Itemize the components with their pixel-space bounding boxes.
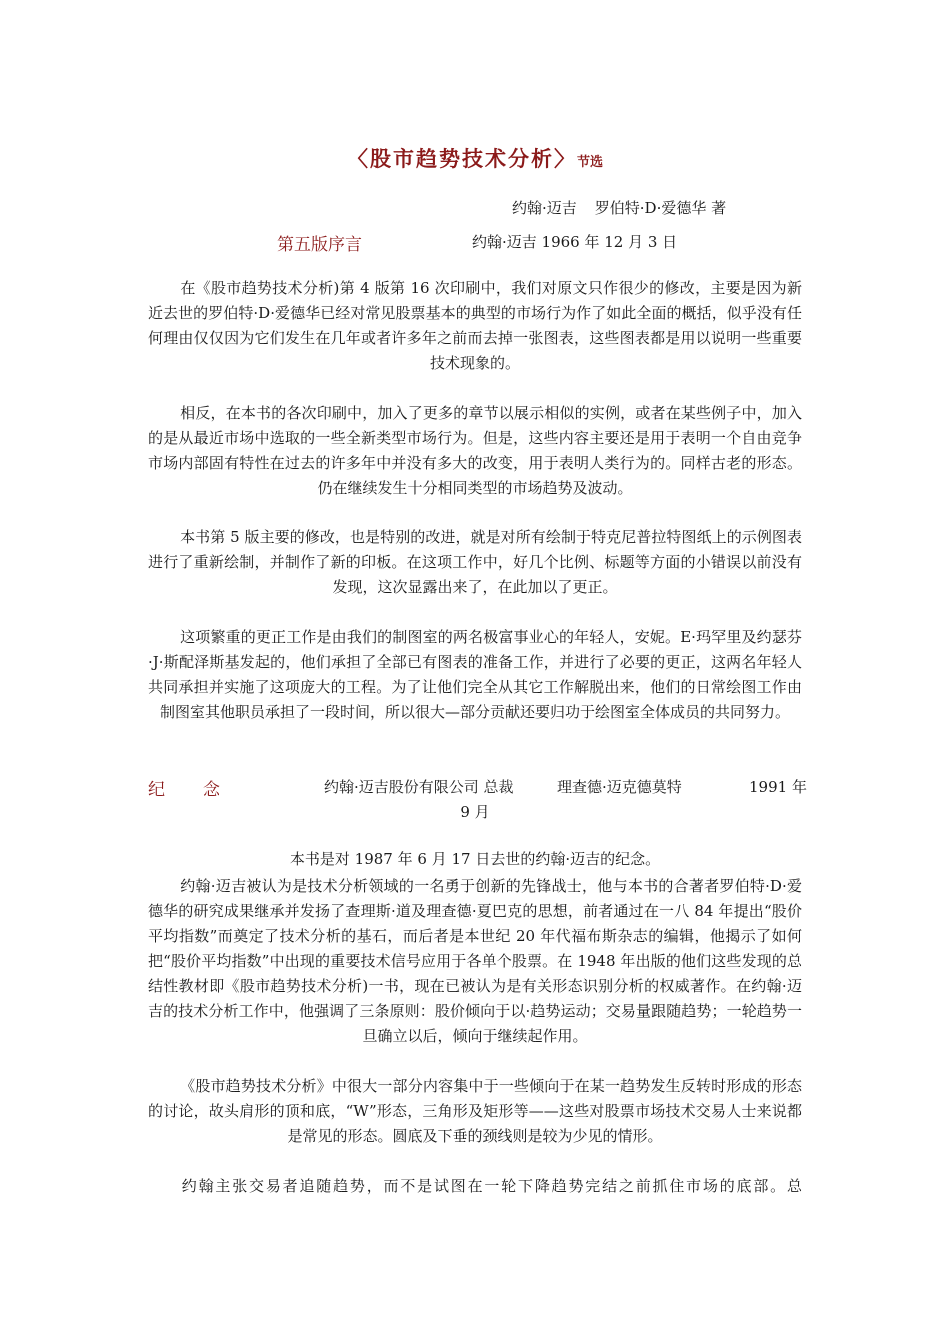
memorial-paragraph-3-text: 约翰主张交易者追随趋势，而不是试图在一轮下降趋势完结之前抓住市场的底部。总 — [180, 1177, 802, 1195]
memorial-paragraph-3 — [148, 1174, 802, 1199]
memorial-paragraph-2-text: 《股市趋势技术分析》中很大一部分内容集中于一些倾向于在某一趋势发生反转时形成的形态的讨论，故头肩形的顶和底，“W”形态，三角形及矩形等——这些对股票市场技术交易人士来说都是常见的形态。圆底及下垂的颈线则是较为少见的情形。 — [148, 1077, 802, 1145]
memorial-heading-row — [0, 776, 950, 800]
author-2: 罗伯特·D·爱德华 著 — [594, 199, 727, 217]
memorial-paragraph-1-text: 约翰·迈吉被认为是技术分析领域的一名勇于创新的先锋战士，他与本书的合著者罗伯特·D·爱德华的研究成果继承并发扬了查理斯·道及理查德·夏巴克的思想，前者通过在一八 84 年提出“股价平均指数”而奠定了技术分析的基石，而后者是本世纪 20 年代福布斯杂志的编辑，他揭示了如何把“股价平均指数”中出现的重要技术信号应用于各单个股票。在 1948 年出版的他们这些发现的总结性教材即《股市趋势技术分析)一书，现在已被认为是有关形态识别分析的权威著作。在约翰·迈吉的技术分析工作中，他强调了三条原则：股价倾向于以·趋势运动；交易量跟随趋势；一轮趋势一旦确立以后，倾向于继续起作用。 — [148, 877, 802, 1045]
preface-paragraph-1 — [148, 276, 802, 376]
memorial-heading: 纪念 — [148, 780, 258, 800]
memorial-company: 约翰·迈吉股份有限公司 总裁 — [324, 778, 514, 796]
memorial-paragraph-1 — [148, 874, 802, 1049]
preface-byline: 约翰·迈吉 1966 年 12 月 3 日 — [472, 233, 678, 251]
preface-paragraph-2 — [148, 401, 802, 501]
title-suffix: 节选 — [576, 155, 603, 170]
memorial-president: 理查德·迈克德莫特 — [557, 778, 682, 796]
memorial-dedication: 本书是对 1987 年 6 月 17 日去世的约翰·迈吉的纪念。 — [289, 850, 661, 868]
preface-paragraph-4 — [148, 625, 802, 725]
memorial-month: 9 月 — [460, 803, 490, 821]
preface-heading: 第五版序言 — [277, 235, 362, 255]
preface-paragraph-2-text: 相反，在本书的各次印刷中，加入了更多的章节以展示相似的实例，或者在某些例子中，加入的是从最近市场中选取的一些全新类型市场行为。但是，这些内容主要还是用于表明一个自由竞争市场内部固有特性在过去的许多年中并没有多大的改变，用于表明人类行为的。同样古老的形态。仍在继续发生十分相同类型的市场趋势及波动。 — [148, 404, 802, 497]
memorial-year: 1991 年 — [749, 778, 807, 796]
memorial-paragraph-2 — [148, 1074, 802, 1149]
document-title — [0, 143, 950, 173]
title-main: 〈股市趋势技术分析〉 — [346, 146, 577, 171]
preface-paragraph-4-text: 这项繁重的更正工作是由我们的制图室的两名极富事业心的年轻人，安妮。E·玛罕里及约瑟芬·J·斯配泽斯基发起的，他们承担了全部已有图表的准备工作，并进行了必要的更正，这两名年轻人共同承担并实施了这项庞大的工程。为了让他们完全从其它工作解脱出来，他们的日常绘图工作由制图室其他职员承担了一段时间，所以很大—部分贡献还要归功于绘图室全体成员的共同努力。 — [148, 628, 802, 721]
preface-paragraph-3-text: 本书第 5 版主要的修改，也是特别的改进，就是对所有绘制于特克尼普拉特图纸上的示例图表进行了重新绘制，并制作了新的印板。在这项工作中，好几个比例、标题等方面的小错误以前没有发现，这次显露出来了，在此加以了更正。 — [148, 528, 802, 596]
authors-line — [512, 197, 726, 218]
preface-paragraph-3 — [148, 525, 802, 600]
preface-paragraph-1-text: 在《股市趋势技术分析)第 4 版第 16 次印刷中，我们对原文只作很少的修改，主要是因为新近去世的罗伯特·D·爱德华已经对常见股票基本的典型的市场行为作了如此全面的概括，似乎没有任何理由仅仅因为它们发生在几年或者许多年之前而去掉一张图表，这些图表都是用以说明一些重要技术现象的。 — [148, 279, 802, 372]
author-1: 约翰·迈吉 — [512, 199, 577, 217]
